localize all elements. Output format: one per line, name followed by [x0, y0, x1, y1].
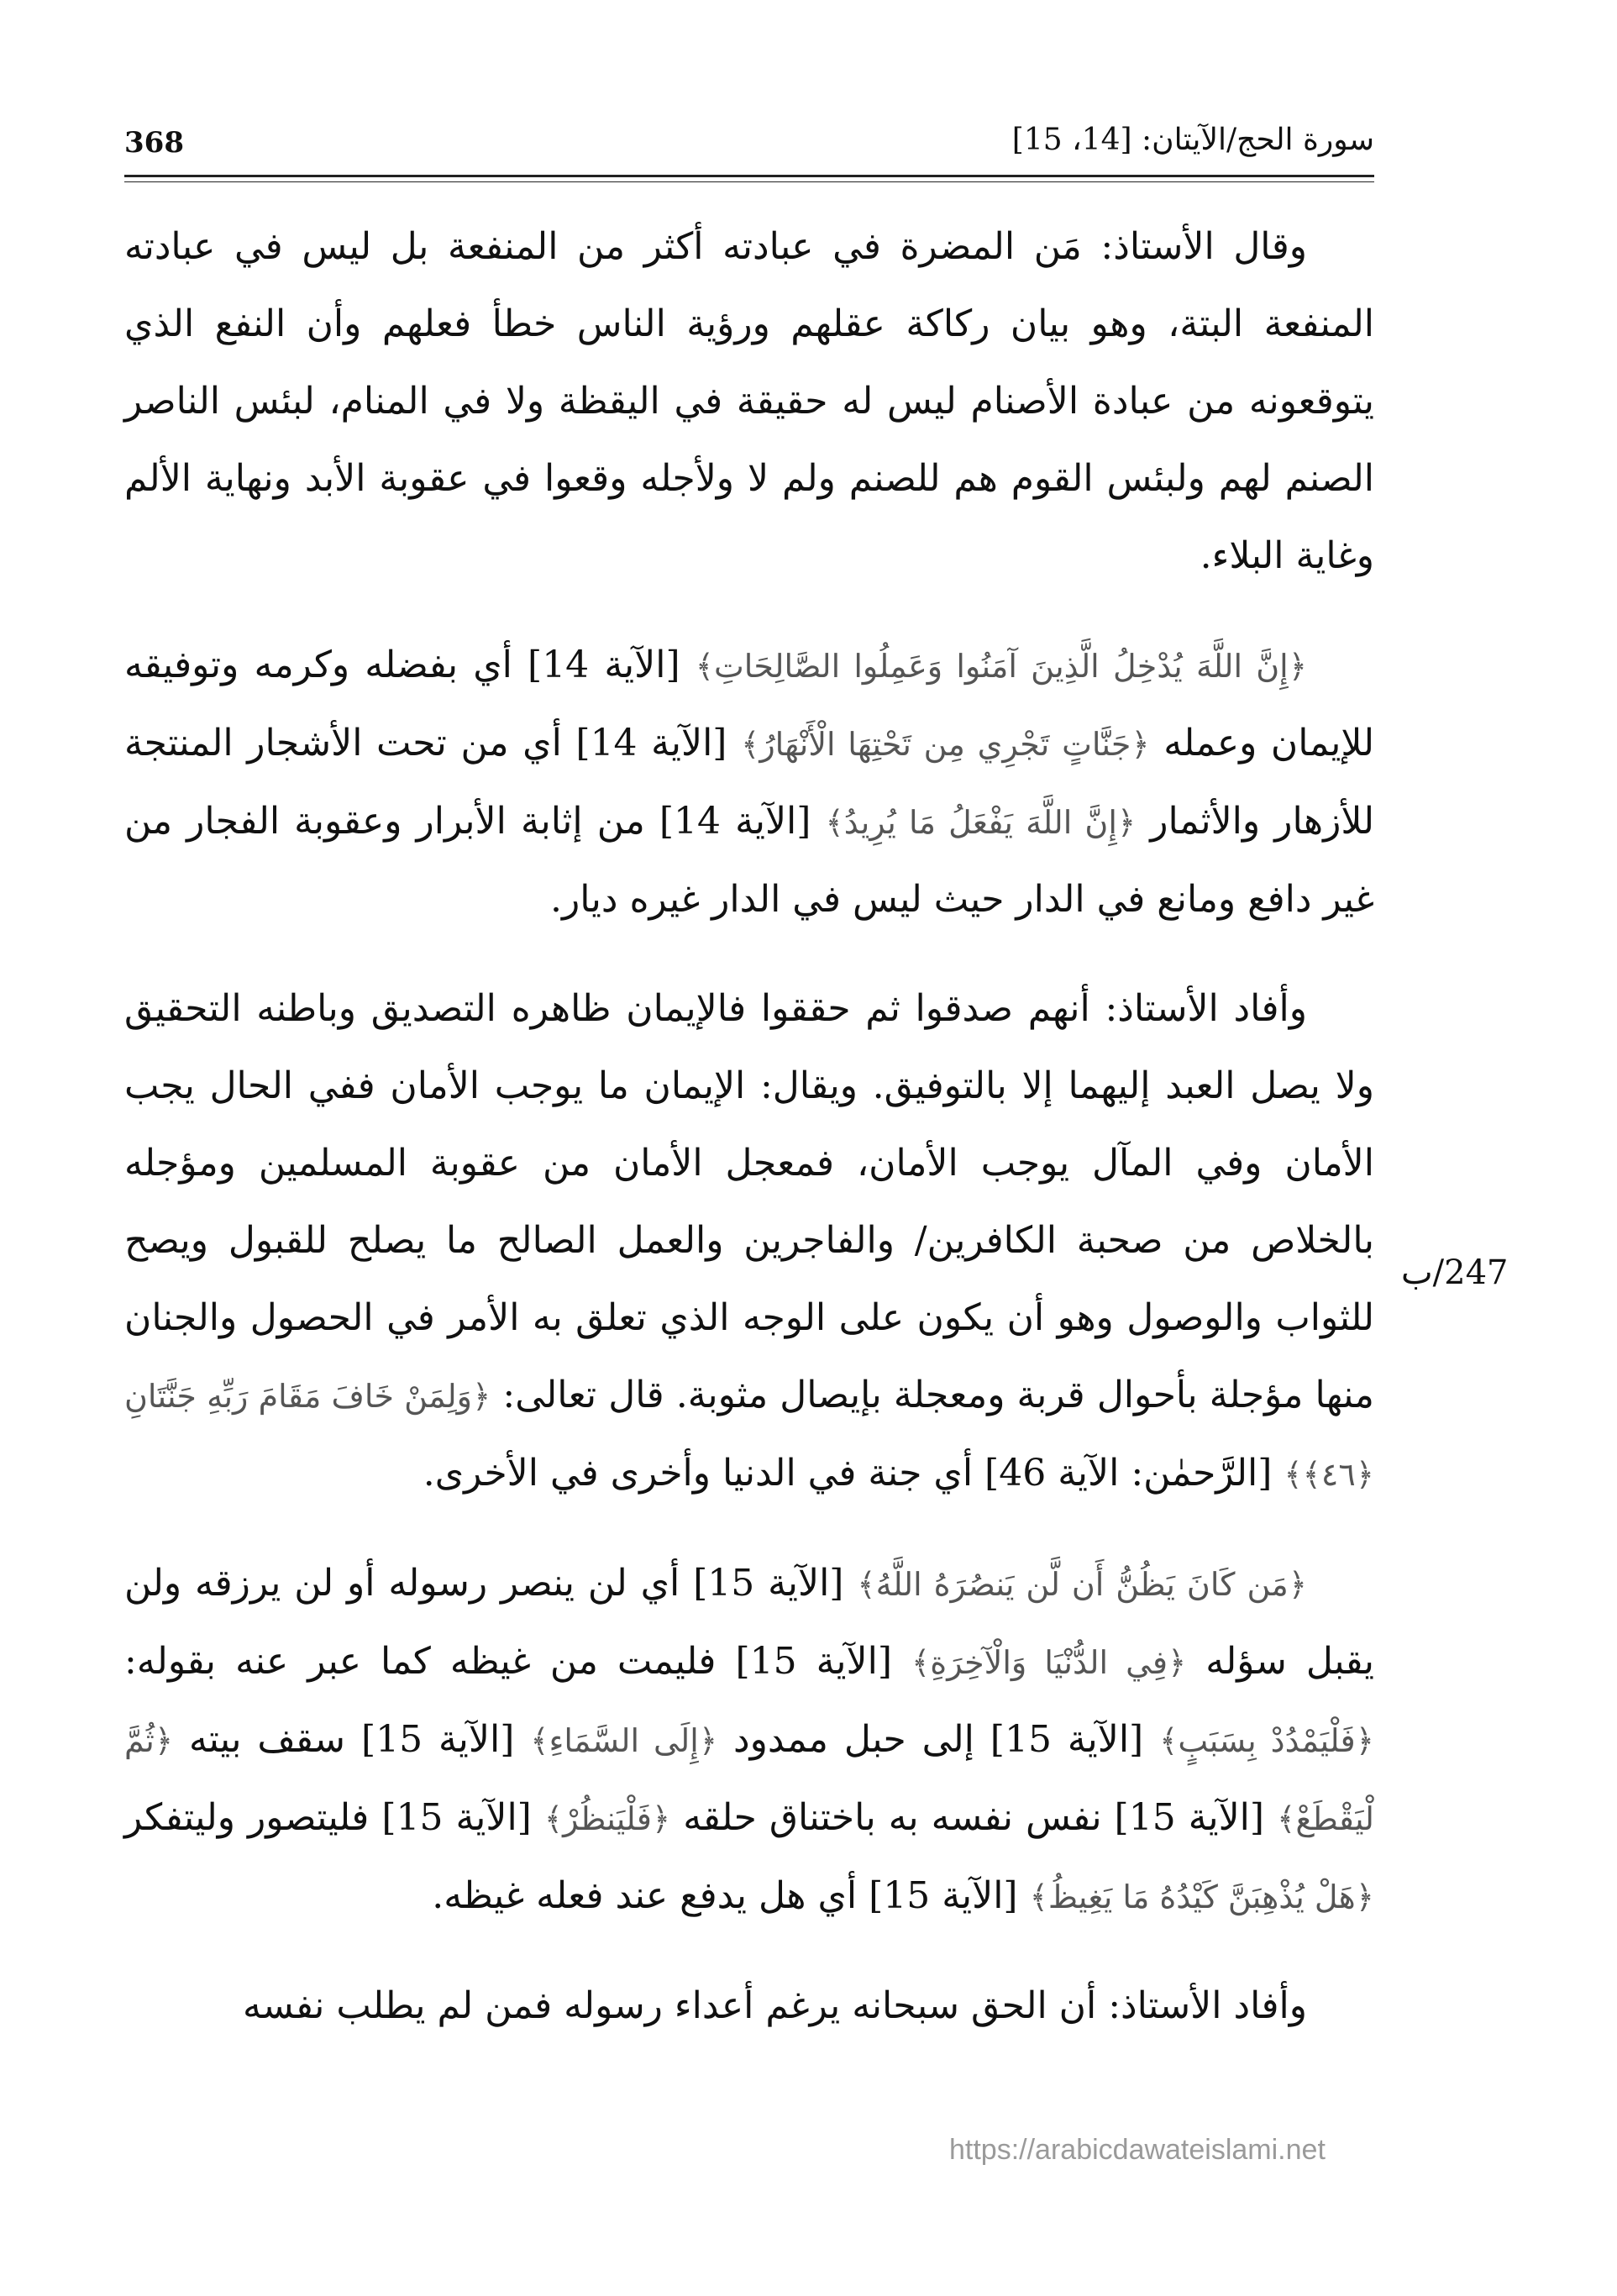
paragraph-text: [الرَّحمٰن: الآية 46] أي جنة في الدنيا وأخرى في الأخرى.	[423, 1452, 1284, 1495]
paragraph-text: [الآية 15] أي هل يدفع عند فعله غيظه.	[432, 1874, 1030, 1917]
paragraph-text: وأفاد الأستاذ: أنهم صدقوا ثم حققوا فالإيمان ظاهره التصديق وباطنه التحقيق ولا يصل العبد إليهما إلا بالتوفيق. ويقال: الإيمان ما يوجب الأمان ففي الحال يجب الأمان وفي المآل يوجب الأمان، فمعجل الأمان من عقوبة المسلمين ومؤجله بالخلاص من صحبة الكافرين/ والفاجرين والعمل الصالح ما يصلح للقبول ويصح للثواب والوصول وهو أن يكون على الوجه الذي تعلق به الأمر في الحصول والجنان منها مؤجلة بأحوال قربة ومعجلة بإيصال مثوبة. قال تعالى:	[124, 987, 1374, 1416]
header-rule-thick	[124, 175, 1374, 177]
body-text	[124, 208, 1374, 2077]
quran-verse: ﴿فَلْيَمْدُدْ بِسَبَبٍ﴾	[1159, 1722, 1374, 1759]
paragraph-text: وقال الأستاذ: مَن المضرة في عبادته أكثر من المنفعة بل ليس في عبادته المنفعة البتة، وهو بيان ركاكة عقلهم ورؤية الناس خطأ فعلهم وأن النفع الذي يتوقعونه من عبادة الأصنام ليس له حقيقة في اليقظة ولا في المنام، لبئس الناصر الصنم لهم ولبئس القوم هم للصنم ولم لا ولأجله وقعوا في عقوبة الأبد ونهاية الألم وغاية البلاء.	[124, 225, 1374, 577]
paragraph-text: [الآية 15] نفس نفسه به باختناق حلقه	[670, 1796, 1278, 1839]
paragraph-text: [الآية 15] أي لن ينصر رسوله أو لن يرزقه ولن يقبل سؤله	[124, 1562, 1375, 1683]
paragraph-text: [الآية 15] فليمت من غيظه كما عبر عنه بقوله:	[124, 1640, 912, 1683]
paragraph-text: وأفاد الأستاذ: أن الحق سبحانه يرغم أعداء رسوله فمن لم يطلب نفسه	[243, 1984, 1307, 2027]
paragraph-text: [الآية 14] من إثابة الأبرار وعقوبة الفجار من غير دافع ومانع في الدار حيث ليس في الدار غيره ديار.	[124, 800, 1374, 921]
paragraph	[124, 1968, 1374, 2045]
quran-verse: ﴿إِنَّ اللَّهَ يُدْخِلُ الَّذِينَ آمَنُوا وَعَمِلُوا الصَّالِحَاتِ﴾	[695, 648, 1308, 685]
quran-verse: ﴿ثُمَّ لْيَقْطَعْ﴾	[124, 1722, 1374, 1837]
quran-verse: ﴿جَنَّاتٍ تَجْرِي مِن تَحْتِهَا الْأَنْهَارُ﴾	[741, 726, 1150, 763]
paragraph	[124, 970, 1374, 1513]
paragraph	[124, 627, 1374, 938]
running-head: سورة الحج/الآيتان: [14، 15]	[1011, 123, 1374, 157]
watermark-url: https://arabicdawateislami.net	[949, 2134, 1326, 2166]
paragraph	[124, 208, 1374, 595]
quran-verse: ﴿فِي الدُّنْيَا وَالْآخِرَةِ﴾	[911, 1644, 1187, 1681]
quran-verse: ﴿إِلَى السَّمَاءِ﴾	[530, 1722, 718, 1759]
paragraph	[124, 1545, 1374, 1936]
quran-verse: ﴿وَلِمَنْ خَافَ مَقَامَ رَبِّهِ جَنَّتَانِ ﴿٤٦﴾﴾	[124, 1378, 1374, 1493]
paragraph-text: [الآية 14] أي من تحت الأشجار المنتجة للأزهار والأثمار	[124, 722, 1374, 843]
paragraph-text: [الآية 15] سقف بيته	[173, 1718, 531, 1761]
header-rule-thin	[124, 181, 1374, 182]
page-header	[124, 123, 1374, 173]
quran-verse: ﴿إِنَّ اللَّهَ يَفْعَلُ مَا يُرِيدُ﴾	[825, 804, 1137, 841]
paragraph-text: [الآية 15] إلى حبل ممدود	[717, 1718, 1160, 1761]
quran-verse: ﴿فَلْيَنظُرْ﴾	[543, 1800, 671, 1837]
folio-margin-note: 247/ب	[1401, 1253, 1509, 1292]
paragraph-text: [الآية 14] أي بفضله وكرمه وتوفيقه للإيمان وعمله	[124, 644, 1374, 764]
page-number: 368	[124, 126, 184, 160]
quran-verse: ﴿مَن كَانَ يَظُنُّ أَن لَّن يَنصُرَهُ اللَّهُ﴾	[857, 1566, 1307, 1603]
paragraph-text: [الآية 15] فليتصور وليتفكر	[124, 1796, 544, 1839]
quran-verse: ﴿هَلْ يُذْهِبَنَّ كَيْدُهُ مَا يَغِيظُ﴾	[1029, 1878, 1374, 1915]
